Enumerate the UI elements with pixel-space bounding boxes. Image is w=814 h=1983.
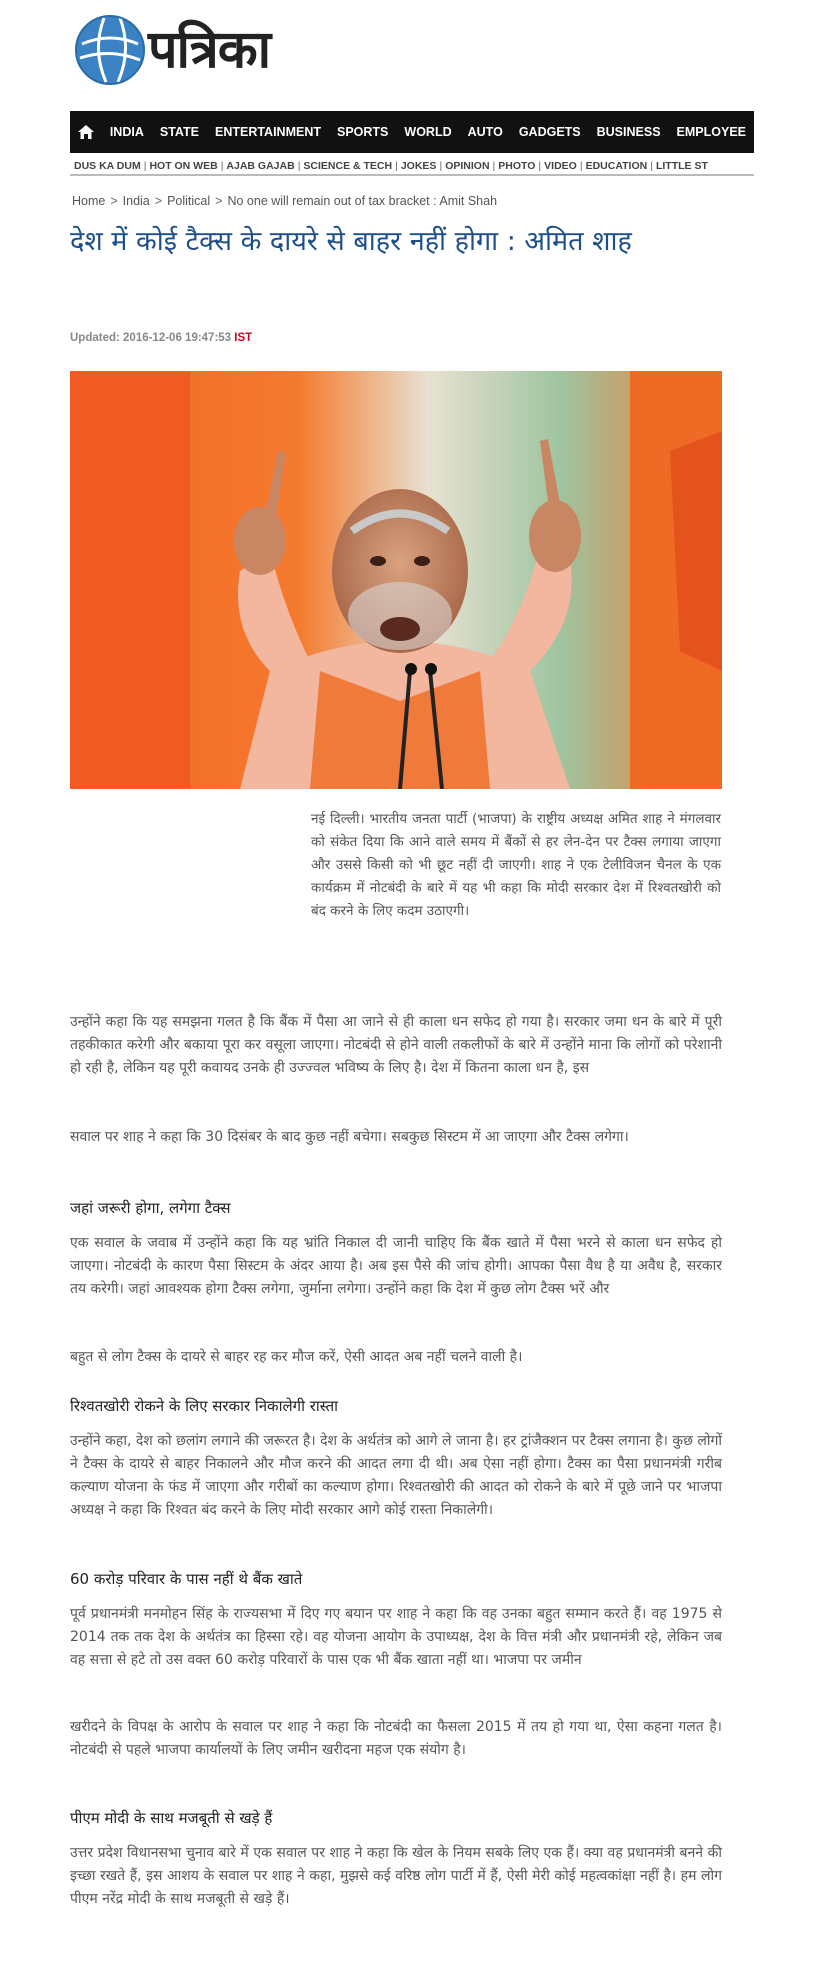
subnav-item-jokes[interactable]: JOKES xyxy=(400,160,437,172)
secondary-nav: DUS KA DUM | HOT ON WEB | AJAB GAJAB | SCIENCE & TECH | JOKES | OPINION | PHOTO | VIDEO | EDUCATION | LITTLE ST xyxy=(70,154,754,176)
speaker-photo xyxy=(70,371,722,789)
nav-item-gadgets[interactable]: GADGETS xyxy=(518,125,581,139)
nav-item-entertainment[interactable]: ENTERTAINMENT xyxy=(214,125,321,139)
article-lead: नई दिल्ली। भारतीय जनता पार्टी (भाजपा) के राष्ट्रीय अध्यक्ष अमित शाह ने मंगलवार को संकेत दिया कि आने वाले समय में बैंकों से हर लेन-देन पर टैक्स लगाया जाएगा और उससे किसी को भी छूट नहीं दी जाएगी। शाह ने एक टेलीविजन चैनल के एक कार्यक्रम में नोटबंदी के बारे में यह भी कहा कि मोदी सरकार देश में रिश्वतखोरी को बंद करने के लिए कदम उठाएगी। xyxy=(311,811,721,919)
article-paragraph: बहुत से लोग टैक्स के दायरे से बाहर रह कर मौज करें, ऐसी आदत अब नहीं चलने वाली है। xyxy=(70,1349,523,1365)
breadcrumb-separator: > xyxy=(110,194,118,208)
breadcrumb-separator: > xyxy=(154,194,163,208)
subnav-item-photo[interactable]: PHOTO xyxy=(498,160,536,172)
nav-item-employee[interactable]: EMPLOYEE xyxy=(676,125,746,139)
subnav-item-video[interactable]: VIDEO xyxy=(544,160,577,172)
subnav-item-hot-on-web[interactable]: HOT ON WEB xyxy=(149,160,218,172)
nav-item-business[interactable]: BUSINESS xyxy=(596,125,661,139)
updated-timestamp xyxy=(70,332,252,344)
article-subheading: जहां जरूरी होगा, लगेगा टैक्स xyxy=(70,1199,231,1217)
site-logo[interactable] xyxy=(74,14,270,86)
globe-icon xyxy=(74,14,146,86)
breadcrumb-india[interactable]: India xyxy=(122,194,150,208)
logo-text: पत्रिका xyxy=(148,20,271,80)
article-paragraph: खरीदने के विपक्ष के आरोप के सवाल पर शाह ने कहा कि नोटबंदी का फैसला 2015 में तय हो गया था, ऐसा कहना गलत है। नोटबंदी से पहले भाजपा कार्यालयों के लिए जमीन खरीदना महज एक संयोग है। xyxy=(70,1719,722,1758)
breadcrumb-home[interactable]: Home xyxy=(72,194,106,208)
subnav-item-science-tech[interactable]: SCIENCE & TECH xyxy=(303,160,393,172)
article-hero-image xyxy=(70,371,722,789)
updated-timezone: IST xyxy=(234,332,253,344)
breadcrumb-political[interactable]: Political xyxy=(167,194,211,208)
subnav-item-little-st[interactable]: LITTLE ST xyxy=(655,160,708,172)
nav-home-button[interactable] xyxy=(70,111,102,153)
article-paragraph: एक सवाल के जवाब में उन्होंने कहा कि यह भ्रांति निकाल दी जानी चाहिए कि बैंक खाते में पैसा भरने से काला धन सफेद हो जाएगा। नोटबंदी के कारण पैसा सिस्टम के अंदर आया है। अब इस पैसे की जांच होगी। आपका पैसा वैध है या अवैध है, सरकार तय करेगी। जहां आवश्यक होगा टैक्स लगेगा, जुर्माना लगेगा। उन्होंने कहा कि देश में कुछ लोग टैक्स भरें और xyxy=(70,1235,722,1297)
primary-nav xyxy=(70,111,754,153)
nav-item-state[interactable]: STATE xyxy=(159,125,199,139)
article-subheading: 60 करोड़ परिवार के पास नहीं थे बैंक खाते xyxy=(70,1570,303,1588)
article-paragraph: उन्होंने कहा कि यह समझना गलत है कि बैंक में पैसा आ जाने से ही काला धन सफेद हो गया है। सरकार जमा धन के बारे में पूरी तहकीकात करेगी और बकाया पूरा कर वसूला जाएगा। नोटबंदी से होने वाली तकलीफों के बारे में उन्होंने माना कि लोगों को परेशानी हो रही है, लेकिन यह पूरी कवायद उनके ही उज्ज्वल भविष्य के लिए है। देश में कितना काला धन है, इस xyxy=(70,1014,722,1076)
subnav-item-education[interactable]: EDUCATION xyxy=(585,160,648,172)
article-subheading: पीएम मोदी के साथ मजबूती से खड़े हैं xyxy=(70,1809,273,1827)
nav-item-india[interactable]: INDIA xyxy=(109,125,144,139)
article-paragraph: पूर्व प्रधानमंत्री मनमोहन सिंह के राज्यसभा में दिए गए बयान पर शाह ने कहा कि वह उनका बहुत सम्मान करते हैं। वह 1975 से 2014 तक तक देश के अर्थतंत्र का हिस्सा रहे। वह योजना आयोग के उपाध्यक्ष, देश के वित्त मंत्री और प्रधानमंत्री रहे, लेकिन जब वह सत्ता से हटे तो उस वक्त 60 करोड़ परिवारों के पास एक भी बैंक खाता नहीं था। भाजपा पर जमीन xyxy=(70,1606,722,1668)
subnav-item-opinion[interactable]: OPINION xyxy=(445,160,490,172)
breadcrumb-separator: > xyxy=(215,194,223,208)
article-paragraph: उन्होंने कहा, देश को छलांग लगाने की जरूरत है। देश के अर्थतंत्र को आगे ले जाना है। हर ट्रांजैक्शन पर टैक्स लगाना है। कुछ लोगों ने टैक्स के दायरे से बाहर निकालने और मौज करने की आदत लगा दी थी। अब ऐसा नहीं होगा। टैक्स का पैसा प्रधानमंत्री गरीब कल्याण योजना के फंड में जाएगा और गरीबों का कल्याण होगा। रिश्वतखोरी की आदत को रोकने के बारे में पूछे जाने पर भाजपा अध्यक्ष ने कहा कि रिश्वत बंद करने के लिए मोदी सरकार आगे कोई रास्ता निकालेगी। xyxy=(70,1433,722,1518)
article-subheading: रिश्वतखोरी रोकने के लिए सरकार निकालेगी रास्ता xyxy=(70,1397,339,1415)
home-icon xyxy=(77,124,95,140)
updated-label: Updated: 2016-12-06 19:47:53 xyxy=(70,332,232,344)
nav-item-world[interactable]: WORLD xyxy=(404,125,452,139)
article-paragraph: उत्तर प्रदेश विधानसभा चुनाव बारे में एक सवाल पर शाह ने कहा कि खेल के नियम सबके लिए एक हैं। क्या वह प्रधानमंत्री बनने की इच्छा रखते हैं, इस आशय के सवाल पर शाह ने कहा, मुझसे कई वरिष्ठ लोग पार्टी में हैं, ऐसी मेरी कोई महत्वकांक्षा नहीं है। हम लोग पीएम नरेंद्र मोदी के साथ मजबूती से खड़े हैं। xyxy=(70,1845,722,1907)
article-headline: देश में कोई टैक्स के दायरे से बाहर नहीं होगा : अमित शाह xyxy=(70,226,632,257)
subnav-item-ajab-gajab[interactable]: AJAB GAJAB xyxy=(226,160,295,172)
article-paragraph: सवाल पर शाह ने कहा कि 30 दिसंबर के बाद कुछ नहीं बचेगा। सबकुछ सिस्टम में आ जाएगा और टैक्स लगेगा। xyxy=(70,1129,629,1145)
nav-item-sports[interactable]: SPORTS xyxy=(337,125,389,139)
subnav-item-dus-ka-dum[interactable]: DUS KA DUM xyxy=(74,160,141,172)
breadcrumb xyxy=(72,194,497,208)
nav-item-auto[interactable]: AUTO xyxy=(467,125,503,139)
breadcrumb-current: No one will remain out of tax bracket : Amit Shah xyxy=(227,194,498,208)
